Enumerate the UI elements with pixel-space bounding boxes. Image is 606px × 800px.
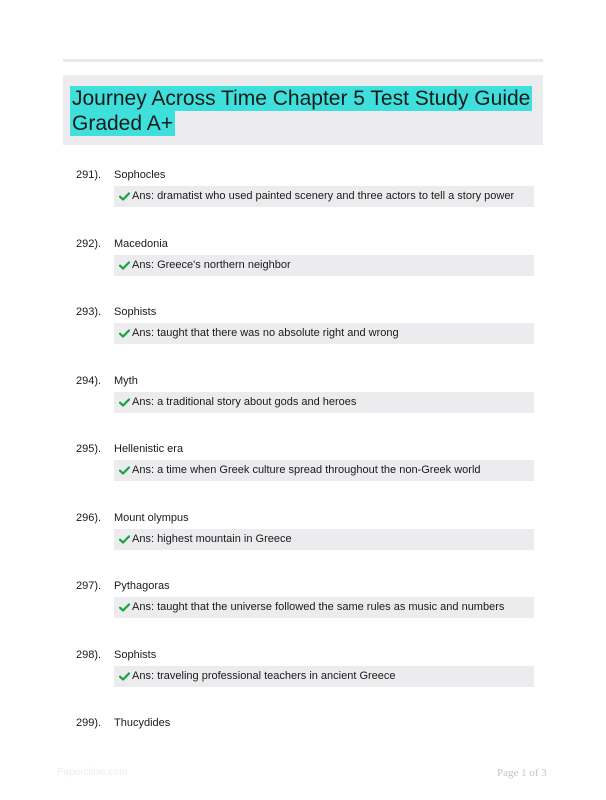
question-number: 296). [76, 511, 102, 524]
question-term: Myth [114, 374, 138, 387]
answer-box [114, 323, 534, 344]
question-term: Hellenistic era [114, 443, 184, 455]
check-icon [119, 672, 130, 681]
question-number: 299). [76, 717, 102, 729]
answer-text: Ans: highest mountain in Greece [132, 532, 292, 545]
answer-box [114, 460, 534, 481]
question-number: 295). [76, 443, 102, 455]
answer-text: Ans: traveling professional teachers in ancient Greece [132, 669, 396, 682]
check-icon [119, 535, 130, 544]
check-icon [119, 398, 130, 407]
answer-box [114, 666, 534, 687]
question-number: 293). [76, 306, 102, 318]
check-icon [119, 192, 130, 201]
question-number: 291). [76, 169, 102, 181]
answer-box [114, 186, 534, 207]
qa-item [0, 511, 606, 571]
answer-text: Ans: Greece's northern neighbor [132, 258, 291, 271]
answer-text: Ans: taught that there was no absolute right and wrong [132, 327, 399, 339]
answer-text: Ans: taught that the universe followed the same rules as music and numbers [132, 601, 505, 613]
qa-item [0, 168, 606, 228]
check-icon [119, 466, 130, 475]
qa-item [0, 648, 606, 708]
question-term: Macedonia [114, 237, 168, 250]
question-number: 294). [76, 374, 102, 387]
answer-box [114, 597, 534, 618]
question-term: Pythagoras [114, 580, 170, 592]
check-icon [119, 603, 130, 612]
question-term: Thucydides [114, 717, 171, 729]
question-number: 298). [76, 648, 102, 661]
answer-text: Ans: dramatist who used painted scenery and three actors to tell a story power [132, 190, 515, 202]
check-icon [119, 329, 130, 338]
answer-box [114, 255, 534, 276]
question-term: Sophists [114, 306, 157, 318]
answer-box [114, 529, 534, 550]
check-icon [119, 261, 130, 270]
page-number: Page 1 of 3 [497, 767, 547, 779]
answer-text: Ans: a time when Greek culture spread throughout the non-Greek world [132, 464, 481, 476]
question-term: Mount olympus [114, 511, 189, 524]
qa-item [0, 237, 606, 297]
qa-item [0, 442, 606, 502]
answer-text: Ans: a traditional story about gods and heroes [132, 395, 357, 408]
document-title-text: Journey Across Time Chapter 5 Test Study Guide Graded A+ [72, 87, 531, 135]
question-term: Sophists [114, 648, 157, 661]
answer-box [114, 392, 534, 413]
qa-item [0, 305, 606, 365]
question-term: Sophocles [114, 169, 166, 181]
question-number: 292). [76, 237, 102, 250]
qa-item [0, 579, 606, 639]
footer-watermark: Paperclinic.com [57, 767, 128, 778]
question-number: 297). [76, 580, 102, 592]
qa-item [0, 374, 606, 434]
